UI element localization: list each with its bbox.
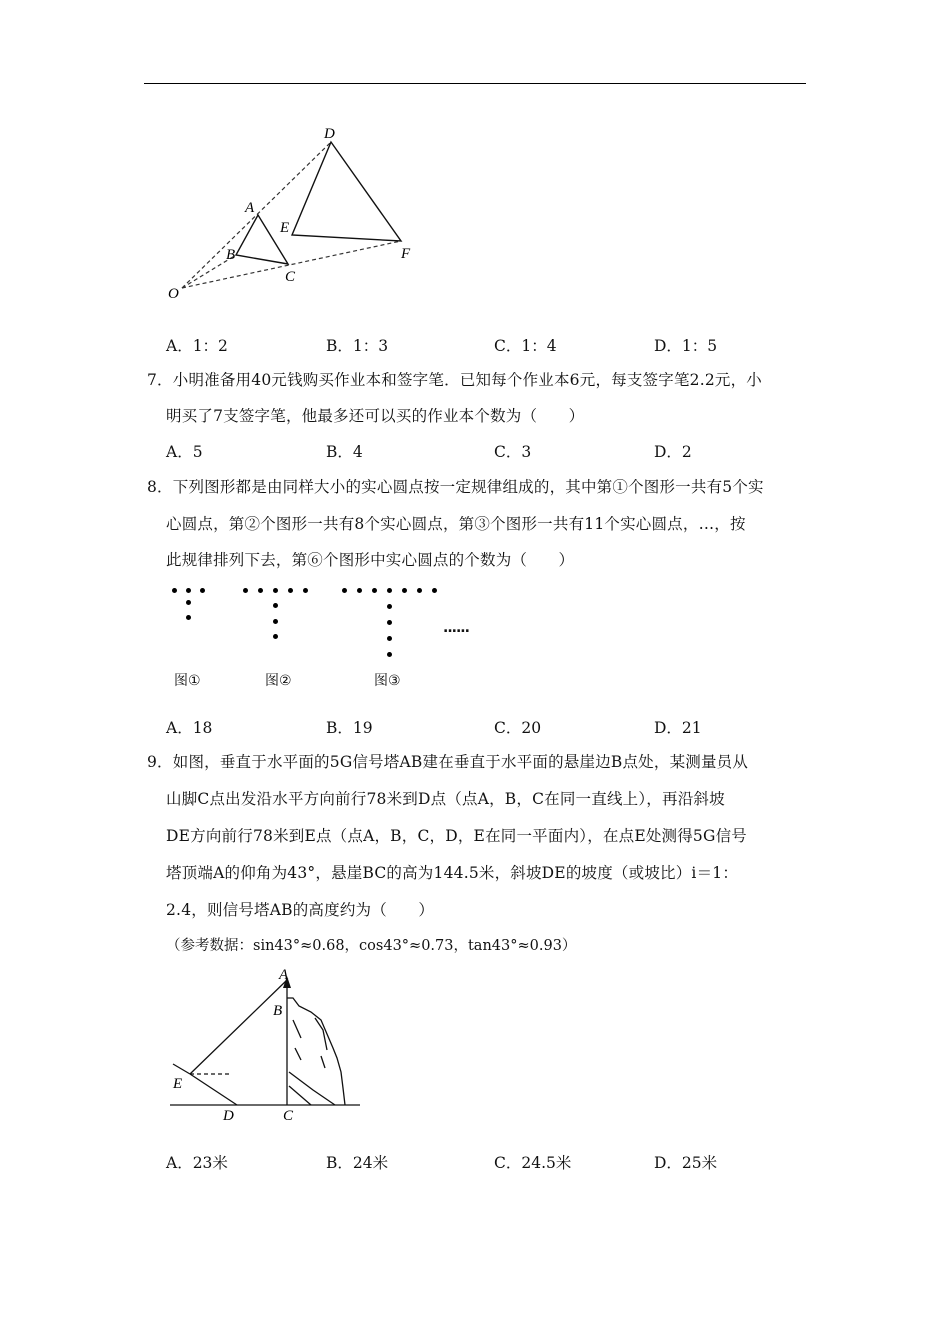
q7-option-d[interactable]: D．2 bbox=[654, 443, 692, 461]
q8-option-b[interactable]: B．19 bbox=[326, 719, 373, 737]
q9-label-A: A bbox=[279, 968, 289, 983]
dot bbox=[273, 634, 278, 639]
dot bbox=[402, 588, 407, 593]
q8-ellipsis: ...... bbox=[443, 620, 469, 636]
q8-stem-line-1: 8．下列图形都是由同样大小的实心圆点按一定规律组成的，其中第①个图形一共有5个实 bbox=[147, 478, 764, 496]
dot bbox=[387, 620, 392, 625]
q8-option-c[interactable]: C．20 bbox=[494, 719, 542, 737]
header-rule bbox=[144, 83, 806, 84]
dot bbox=[200, 588, 205, 593]
dot bbox=[357, 588, 362, 593]
dot bbox=[417, 588, 422, 593]
q8-option-d[interactable]: D．21 bbox=[654, 719, 702, 737]
q9-option-a[interactable]: A．23米 bbox=[166, 1154, 228, 1172]
q6-label-F: F bbox=[401, 246, 411, 262]
q7-stem-line-1: 7．小明准备用40元钱购买作业本和签字笔．已知每个作业本6元，每支签字笔2.2元，小 bbox=[147, 371, 762, 389]
q6-option-c[interactable]: C．1：4 bbox=[494, 337, 557, 355]
q8-stem-line-3: 此规律排列下去，第⑥个图形中实心圆点的个数为（ ） bbox=[166, 551, 575, 569]
q8-option-a[interactable]: A．18 bbox=[166, 719, 213, 737]
q6-label-O: O bbox=[168, 286, 179, 302]
q9-option-d[interactable]: D．25米 bbox=[654, 1154, 718, 1172]
q8-caption-2: 图② bbox=[265, 673, 292, 689]
dot bbox=[243, 588, 248, 593]
q6-label-A: A bbox=[245, 200, 255, 216]
dot bbox=[432, 588, 437, 593]
q9-option-b[interactable]: B．24米 bbox=[326, 1154, 389, 1172]
q9-stem-line-5: 2.4，则信号塔AB的高度约为（ ） bbox=[166, 901, 435, 919]
dot bbox=[288, 588, 293, 593]
q9-label-C: C bbox=[283, 1108, 294, 1124]
dot bbox=[387, 604, 392, 609]
dot bbox=[258, 588, 263, 593]
dot bbox=[172, 588, 177, 593]
q7-stem-line-2: 明买了7支签字笔，他最多还可以买的作业本个数为（ ） bbox=[166, 407, 585, 425]
q9-stem-line-4: 塔顶端A的仰角为43°，悬崖BC的高为144.5米，斜坡DE的坡度（或坡比）i＝1： bbox=[166, 864, 739, 882]
dot bbox=[273, 619, 278, 624]
dot bbox=[273, 588, 278, 593]
q9-figure bbox=[165, 968, 370, 1128]
dot bbox=[186, 588, 191, 593]
q6-label-B: B bbox=[226, 247, 236, 263]
dot bbox=[186, 615, 191, 620]
dot bbox=[273, 603, 278, 608]
q6-label-C: C bbox=[285, 269, 296, 285]
dot bbox=[387, 652, 392, 657]
dot bbox=[387, 588, 392, 593]
q9-stem-line-2: 山脚C点出发沿水平方向前行78米到D点（点A，B，C在同一直线上），再沿斜坡 bbox=[166, 790, 725, 808]
q6-option-d[interactable]: D．1：5 bbox=[654, 337, 718, 355]
dot bbox=[342, 588, 347, 593]
q9-stem-line-1: 9．如图，垂直于水平面的5G信号塔AB建在垂直于水平面的悬崖边B点处，某测量员从 bbox=[147, 753, 749, 771]
q8-stem-line-2: 心圆点，第②个图形一共有8个实心圆点，第③个图形一共有11个实心圆点，…，按 bbox=[166, 515, 746, 533]
q9-reference-data: （参考数据：sin43°≈0.68，cos43°≈0.73，tan43°≈0.93） bbox=[166, 938, 577, 954]
dot bbox=[186, 600, 191, 605]
q6-option-a[interactable]: A．1：2 bbox=[166, 337, 228, 355]
q9-label-D: D bbox=[223, 1108, 234, 1124]
dot bbox=[387, 636, 392, 641]
q7-option-a[interactable]: A．5 bbox=[166, 443, 203, 461]
q6-figure bbox=[160, 120, 430, 310]
q6-label-E: E bbox=[280, 220, 290, 236]
dot bbox=[372, 588, 377, 593]
q8-caption-3: 图③ bbox=[374, 673, 401, 689]
q7-option-c[interactable]: C．3 bbox=[494, 443, 532, 461]
q9-stem-line-3: DE方向前行78米到E点（点A，B，C，D，E在同一平面内），在点E处测得5G信号 bbox=[166, 827, 747, 845]
q9-label-B: B bbox=[273, 1003, 283, 1019]
q6-label-D: D bbox=[324, 126, 335, 142]
q9-option-c[interactable]: C．24.5米 bbox=[494, 1154, 572, 1172]
q6-option-b[interactable]: B．1：3 bbox=[326, 337, 389, 355]
q7-option-b[interactable]: B．4 bbox=[326, 443, 363, 461]
dot bbox=[303, 588, 308, 593]
q9-label-E: E bbox=[173, 1076, 183, 1092]
q8-caption-1: 图① bbox=[174, 673, 201, 689]
